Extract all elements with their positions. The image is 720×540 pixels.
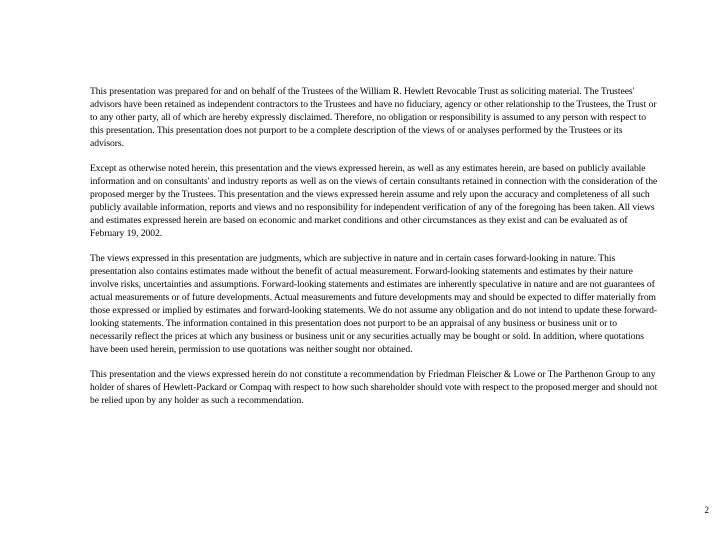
disclaimer-text-block bbox=[90, 85, 658, 419]
page-number: 2 bbox=[704, 505, 709, 515]
paragraph-forward-looking: The views expressed in this presentation are judgments, which are subjective in nature and in certain cases forward-looking in nature. This presentation also contains estimates made without the benefit of actual measurement. Forward-looking statements and estimates by their nature involve risks, uncertainties and assumptions. Forward-looking statements and estimates are inherently speculative in nature and are not guarantees of actual measurements or of future developments. Actual measurements and future developments may and should be expected to differ materially from those expressed or implied by estimates and forward-looking statements. We do not assume any obligation and do not intend to update these forward-looking statements. The information contained in this presentation does not purport to be an appraisal of any business or business unit or to necessarily reflect the prices at which any business or business unit or any securities actually may be bought or sold. In addition, where quotations have been used herein, permission to use quotations was neither sought nor obtained. bbox=[90, 253, 657, 355]
paragraph-no-recommendation: This presentation and the views expressed herein do not constitute a recommendation by Friedman Fleischer & Lowe or The Parthenon Group to any holder of shares of Hewlett-Packard or Compaq with respect to how such shareholder should vote with respect to the proposed merger and should not be relied upon by any holder as such a recommendation. bbox=[90, 369, 658, 406]
paragraph-prepared-for: This presentation was prepared for and on behalf of the Trustees of the William R. Hewlett Revocable Trust as soliciting material. The Trustees' advisors have been retained as independent contractors to the Trustees and have no fiduciary, agency or other relationship to the Trustees, the Trust or to any other party, all of which are hereby expressly disclaimed. Therefore, no obligation or responsibility is assumed to any person with respect to this presentation. This presentation does not purport to be a complete description of the views of or analyses performed by the Trustees or its advisors. bbox=[90, 86, 657, 149]
paragraph-basis-of-views: Except as otherwise noted herein, this presentation and the views expressed herein, as well as any estimates herein, are based on publicly available information and on consultants' and industry reports as well as on the views of certain consultants retained in connection with the consideration of the proposed merger by the Trustees. This presentation and the views expressed herein assume and rely upon the accuracy and completeness of all such publicly available information, reports and views and no responsibility for independent verification of any of the foregoing has been taken. All views and estimates expressed herein are based on economic and market conditions and other circumstances as they exist and can be evaluated as of February 19, 2002. bbox=[90, 163, 658, 239]
